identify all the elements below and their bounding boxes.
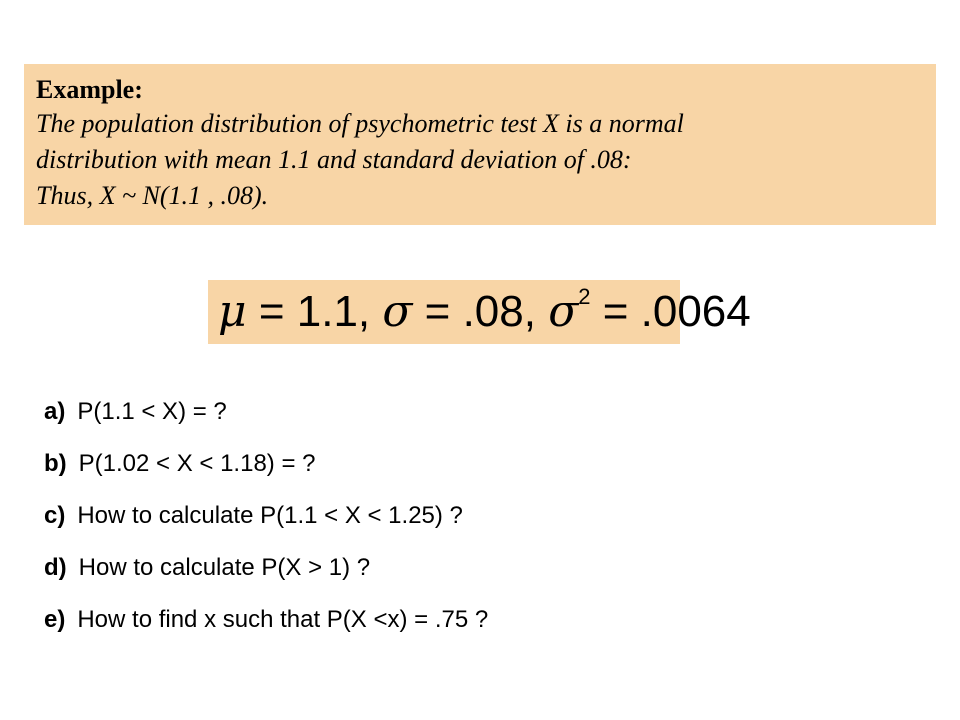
example-line: The population distribution of psychometric test X is a normal (36, 109, 684, 138)
sigma-squared-symbol: σ (548, 286, 579, 337)
example-line: distribution with mean 1.1 and standard deviation of .08: (36, 145, 632, 174)
question-label: a) (44, 398, 66, 425)
question-label: b) (44, 450, 67, 477)
question-a (44, 398, 924, 426)
question-e (44, 606, 924, 634)
question-label: d) (44, 554, 67, 581)
mu-symbol: μ (218, 286, 247, 337)
question-text: P(1.1 < X) = ? (77, 398, 227, 425)
question-label: e) (44, 606, 66, 633)
question-c (44, 502, 924, 530)
example-box (24, 64, 936, 225)
question-label: c) (44, 502, 66, 529)
mu-value: = 1.1, (246, 287, 383, 336)
question-text: P(1.02 < X < 1.18) = ? (78, 450, 316, 477)
sigma-squared-exponent: 2 (578, 284, 591, 309)
question-text: How to calculate P(1.1 < X < 1.25) ? (77, 502, 463, 529)
question-text: How to find x such that P(X <x) = .75 ? (77, 606, 489, 633)
question-list (44, 398, 924, 658)
sigma-symbol: σ (382, 286, 413, 337)
question-d (44, 554, 924, 582)
variance-value: = .0064 (590, 287, 751, 336)
formula-box (208, 280, 751, 344)
example-line: Thus, X ~ N(1.1 , .08). (36, 181, 269, 210)
question-text: How to calculate P(X > 1) ? (78, 554, 371, 581)
sigma-value: = .08, (412, 287, 549, 336)
question-b (44, 450, 924, 478)
parameter-formula (218, 284, 751, 337)
example-heading: Example: (36, 75, 143, 104)
